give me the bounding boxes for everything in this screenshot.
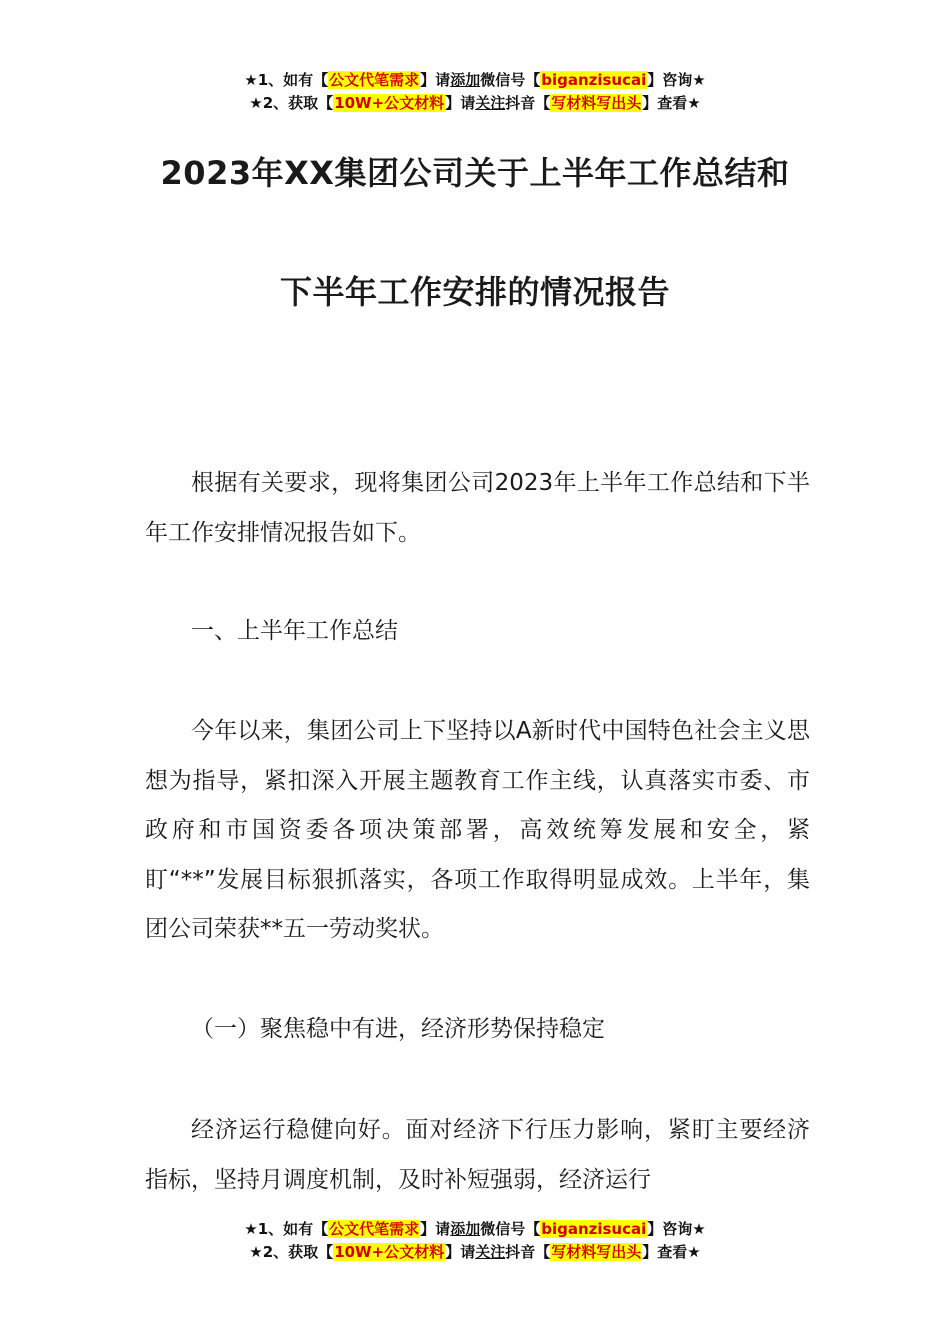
promo-header xyxy=(0,69,950,115)
promo-text: 】请 xyxy=(445,94,476,112)
highlight-douyin-account: 写材料写出头 xyxy=(551,1243,642,1261)
promo-text: 】请 xyxy=(420,71,451,89)
highlight-wechat-id: biganzisucai xyxy=(541,1220,647,1238)
document-title-line-1: 2023年XX集团公司关于上半年工作总结和 xyxy=(160,154,790,192)
document-title-line-2: 下半年工作安排的情况报告 xyxy=(279,273,670,311)
promo-text: ★2、获取【 xyxy=(249,1243,334,1261)
promo-text: 】咨询★ xyxy=(647,71,706,89)
promo-text: 】查看★ xyxy=(642,1243,701,1261)
underlined-follow: 关注 xyxy=(475,1243,506,1261)
highlight-douyin-account: 写材料写出头 xyxy=(551,94,642,112)
promo-text: 】查看★ xyxy=(642,94,701,112)
promo-text: 微信号【 xyxy=(480,71,541,89)
underlined-follow: 关注 xyxy=(475,94,506,112)
promo-line-1 xyxy=(0,69,950,92)
promo-text: ★1、如有【 xyxy=(244,71,329,89)
promo-text: 】请 xyxy=(445,1243,476,1261)
promo-text: 抖音【 xyxy=(505,94,551,112)
promo-line-2 xyxy=(0,1241,950,1264)
promo-footer xyxy=(0,1218,950,1264)
summary-paragraph: 今年以来，集团公司上下坚持以A新时代中国特色社会主义思想为指导，紧扣深入开展主题教育工作主线，认真落实市委、市政府和市国资委各项决策部署，高效统筹发展和安全，紧盯“**”发展目标狠抓落实，各项工作取得明显成效。上半年，集团公司荣获**五一劳动奖状。 xyxy=(145,718,810,942)
intro-paragraph: 根据有关要求，现将集团公司2023年上半年工作总结和下半年工作安排情况报告如下。 xyxy=(145,470,810,546)
promo-line-2 xyxy=(0,92,950,115)
promo-text: 】请 xyxy=(420,1220,451,1238)
highlight-materials: 10W+公文材料 xyxy=(334,1243,445,1261)
promo-text: 微信号【 xyxy=(480,1220,541,1238)
promo-line-1 xyxy=(0,1218,950,1241)
promo-text: 】咨询★ xyxy=(647,1220,706,1238)
highlight-ghostwriting: 公文代笔需求 xyxy=(329,1220,420,1238)
promo-text: 抖音【 xyxy=(505,1243,551,1261)
highlight-materials: 10W+公文材料 xyxy=(334,94,445,112)
underlined-add: 添加 xyxy=(450,71,481,89)
highlight-ghostwriting: 公文代笔需求 xyxy=(329,71,420,89)
section-heading-1: 一、上半年工作总结 xyxy=(191,618,398,644)
underlined-add: 添加 xyxy=(450,1220,481,1238)
subsection-heading-1: （一）聚焦稳中有进，经济形势保持稳定 xyxy=(191,1016,605,1042)
promo-text: ★1、如有【 xyxy=(244,1220,329,1238)
economy-paragraph: 经济运行稳健向好。面对经济下行压力影响，紧盯主要经济指标，坚持月调度机制，及时补短强弱，经济运行 xyxy=(145,1117,810,1193)
highlight-wechat-id: biganzisucai xyxy=(541,71,647,89)
promo-text: ★2、获取【 xyxy=(249,94,334,112)
